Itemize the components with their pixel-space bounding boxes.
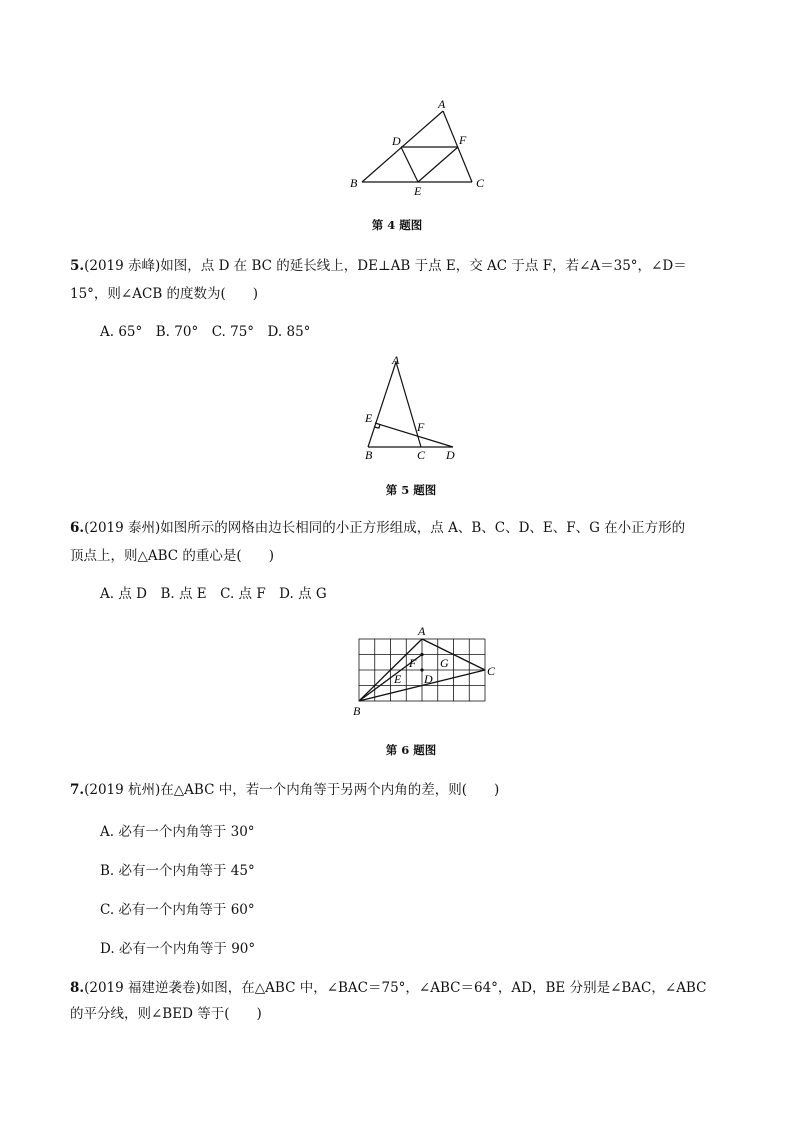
label-b: B [353,704,361,718]
label-c: C [417,448,426,462]
segment-de [401,147,418,182]
question-5-line-1 [70,254,730,278]
segment-ed [375,423,453,447]
question-6-line-2: 顶点上，则△ABC 的重心是( ) [70,548,274,564]
label-d: D [446,448,455,462]
label-a: A [392,353,400,367]
label-e: E [394,672,402,686]
question-6-number: 6. [70,520,85,536]
label-c: C [476,176,485,190]
question-5-options: A. 65° B. 70° C. 75° D. 85° [100,324,311,340]
question-7-number: 7. [70,782,85,798]
label-c: C [487,664,496,678]
question-7-choice-b: B. 必有一个内角等于 45° [100,863,255,879]
question-6-line-1 [70,516,730,540]
segment-ef [418,147,458,182]
figure-4-caption: 第 4 题图 [371,218,423,232]
figure-4 [340,95,500,200]
question-8-line-2: 的平分线，则∠BED 等于( ) [70,1006,262,1022]
label-a: A [438,97,446,111]
label-f: F [459,133,467,147]
question-7-text-1: (2019 杭州)在△ABC 中，若一个内角等于另两个内角的差，则( ) [84,782,500,798]
figure-5 [355,352,465,464]
figure-5-caption: 第 5 题图 [385,483,437,497]
label-e: E [414,184,422,198]
question-6-text-1: (2019 泰州)如图所示的网格由边长相同的小正方形组成，点 A、B、C、D、E、F、G 在小正方形的 [84,520,686,536]
figure-6 [345,622,505,722]
segment-ab [368,362,396,447]
question-7-choice-d: D. 必有一个内角等于 90° [100,941,256,957]
label-a: A [418,624,426,638]
label-f: F [409,656,417,670]
question-5-text-1: (2019 赤峰)如图，点 D 在 BC 的延长线上，DE⊥AB 于点 E，交 AC 于点 F，若∠A＝35°，∠D＝ [84,258,687,274]
label-d: D [424,672,433,686]
question-5-line-2: 15°，则∠ACB 的度数为( ) [70,286,259,302]
question-8-line-1 [70,976,730,1000]
figure-6-caption: 第 6 题图 [385,743,437,757]
question-8-text-1: (2019 福建逆袭卷)如图，在△ABC 中，∠BAC＝75°，∠ABC＝64°，AD，BE 分别是∠BAC，∠ABC [84,980,707,996]
label-e: E [365,411,373,425]
point-f [420,653,423,656]
question-7-choice-a: A. 必有一个内角等于 30° [100,824,255,840]
question-8-number: 8. [70,980,85,996]
label-f: F [417,420,425,434]
question-7-choice-c: C. 必有一个内角等于 60° [100,902,255,918]
segment-ac [396,362,421,447]
question-5-number: 5. [70,258,85,274]
label-b: B [350,176,358,190]
label-g: G [440,656,449,670]
label-b: B [365,448,373,462]
question-7-line-1 [70,778,730,802]
label-d: D [392,134,401,148]
question-6-options: A. 点 D B. 点 E C. 点 F D. 点 G [100,586,327,602]
